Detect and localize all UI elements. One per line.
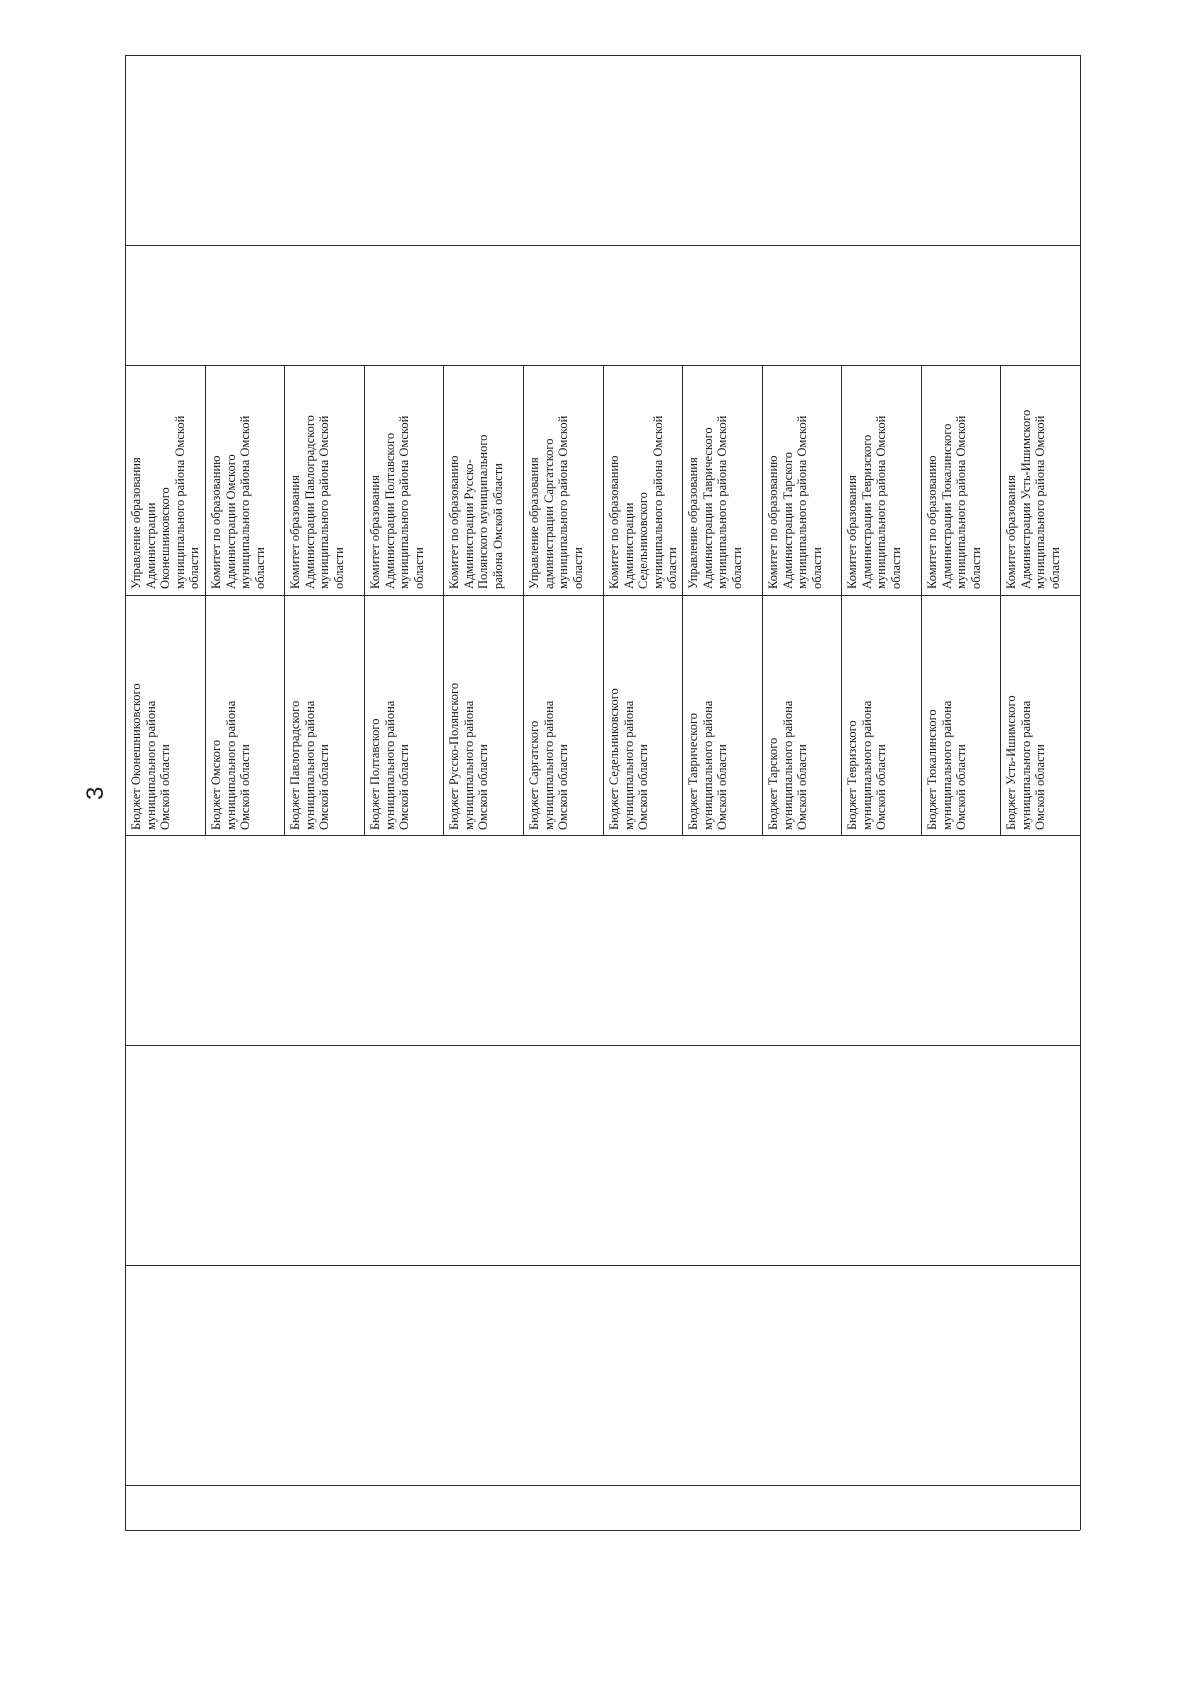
authority-text: Комитет образования Администрации Усть-Ишимского муниципального района Омской области <box>1004 409 1062 589</box>
budget-text: Бюджет Тарского муниципального района Омской области <box>765 700 809 830</box>
authority-text: Управление образования администрации Саргатского муниципального района Омской области <box>526 415 585 589</box>
authority-text: Управление образования Администрации Оконешниковского муниципального района Омской области <box>129 415 201 589</box>
budget-text: Бюджет Омского муниципального района Омской области <box>208 700 252 830</box>
budget-text: Бюджет Тевризского муниципального района Омской области <box>845 700 889 830</box>
row-divider <box>921 365 922 835</box>
budget-text: Бюджет Таврического муниципального района Омской области <box>686 700 730 830</box>
authority-text: Комитет образования Администрации Тевризского муниципального района Омской области <box>845 415 903 589</box>
column-divider <box>125 1045 1080 1046</box>
row-divider <box>762 365 763 835</box>
authority-text: Комитет образования Администрации Полтавского муниципального района Омской области <box>367 415 426 589</box>
row-divider <box>205 365 206 835</box>
table-border-right <box>1080 55 1081 1530</box>
budget-text: Бюджет Павлоградского муниципального района Омской области <box>288 700 332 830</box>
row-divider <box>284 365 285 835</box>
authority-text: Комитет по образованию Администрации Омского муниципального района Омской области <box>208 415 267 589</box>
page-number: 3 <box>82 786 109 800</box>
budget-text: Бюджет Тюкалинского муниципального района Омской области <box>924 700 968 830</box>
budget-text: Бюджет Русско-Полянского муниципального района Омской области <box>447 682 491 830</box>
column-divider <box>125 245 1080 246</box>
table-border-left <box>125 55 126 1530</box>
table-border-top <box>125 55 1080 56</box>
row-divider <box>841 365 842 835</box>
budget-text: Бюджет Седельниковского муниципального района Омской области <box>606 688 650 830</box>
row-divider <box>682 365 683 835</box>
row-divider <box>364 365 365 835</box>
authority-text: Комитет по образованию Администрации Русско- Полянского муниципального района Омской области <box>447 434 505 589</box>
authority-text: Управление образования Администрации Таврического муниципального района Омской области <box>686 415 744 589</box>
authority-text: Комитет по образованию Администрации Тюкалинского муниципального района Омской области <box>924 415 983 589</box>
column-divider <box>125 835 1080 836</box>
budget-text: Бюджет Саргатского муниципального района Омской области <box>526 700 570 830</box>
budget-text: Бюджет Полтавского муниципального района Омской области <box>367 700 411 830</box>
row-divider <box>523 365 524 835</box>
column-divider <box>125 1265 1080 1266</box>
row-divider <box>443 365 444 835</box>
authority-text: Комитет по образованию Администрации Тарского муниципального района Омской области <box>765 415 824 589</box>
table-border-bottom <box>125 1530 1080 1531</box>
budget-text: Бюджет Оконешниковского муниципального района Омской области <box>129 683 172 830</box>
row-divider <box>1000 365 1001 835</box>
column-divider <box>125 595 1080 596</box>
authority-text: Комитет образования Администрации Павлоградского муниципального района Омской области <box>288 415 346 589</box>
authority-text: Комитет по образованию Администрации Седельниковского муниципального района Омской области <box>606 415 679 589</box>
row-divider <box>603 365 604 835</box>
budget-text: Бюджет Усть-Ишимского муниципального района Омской области <box>1004 695 1048 830</box>
column-divider <box>125 1485 1080 1486</box>
